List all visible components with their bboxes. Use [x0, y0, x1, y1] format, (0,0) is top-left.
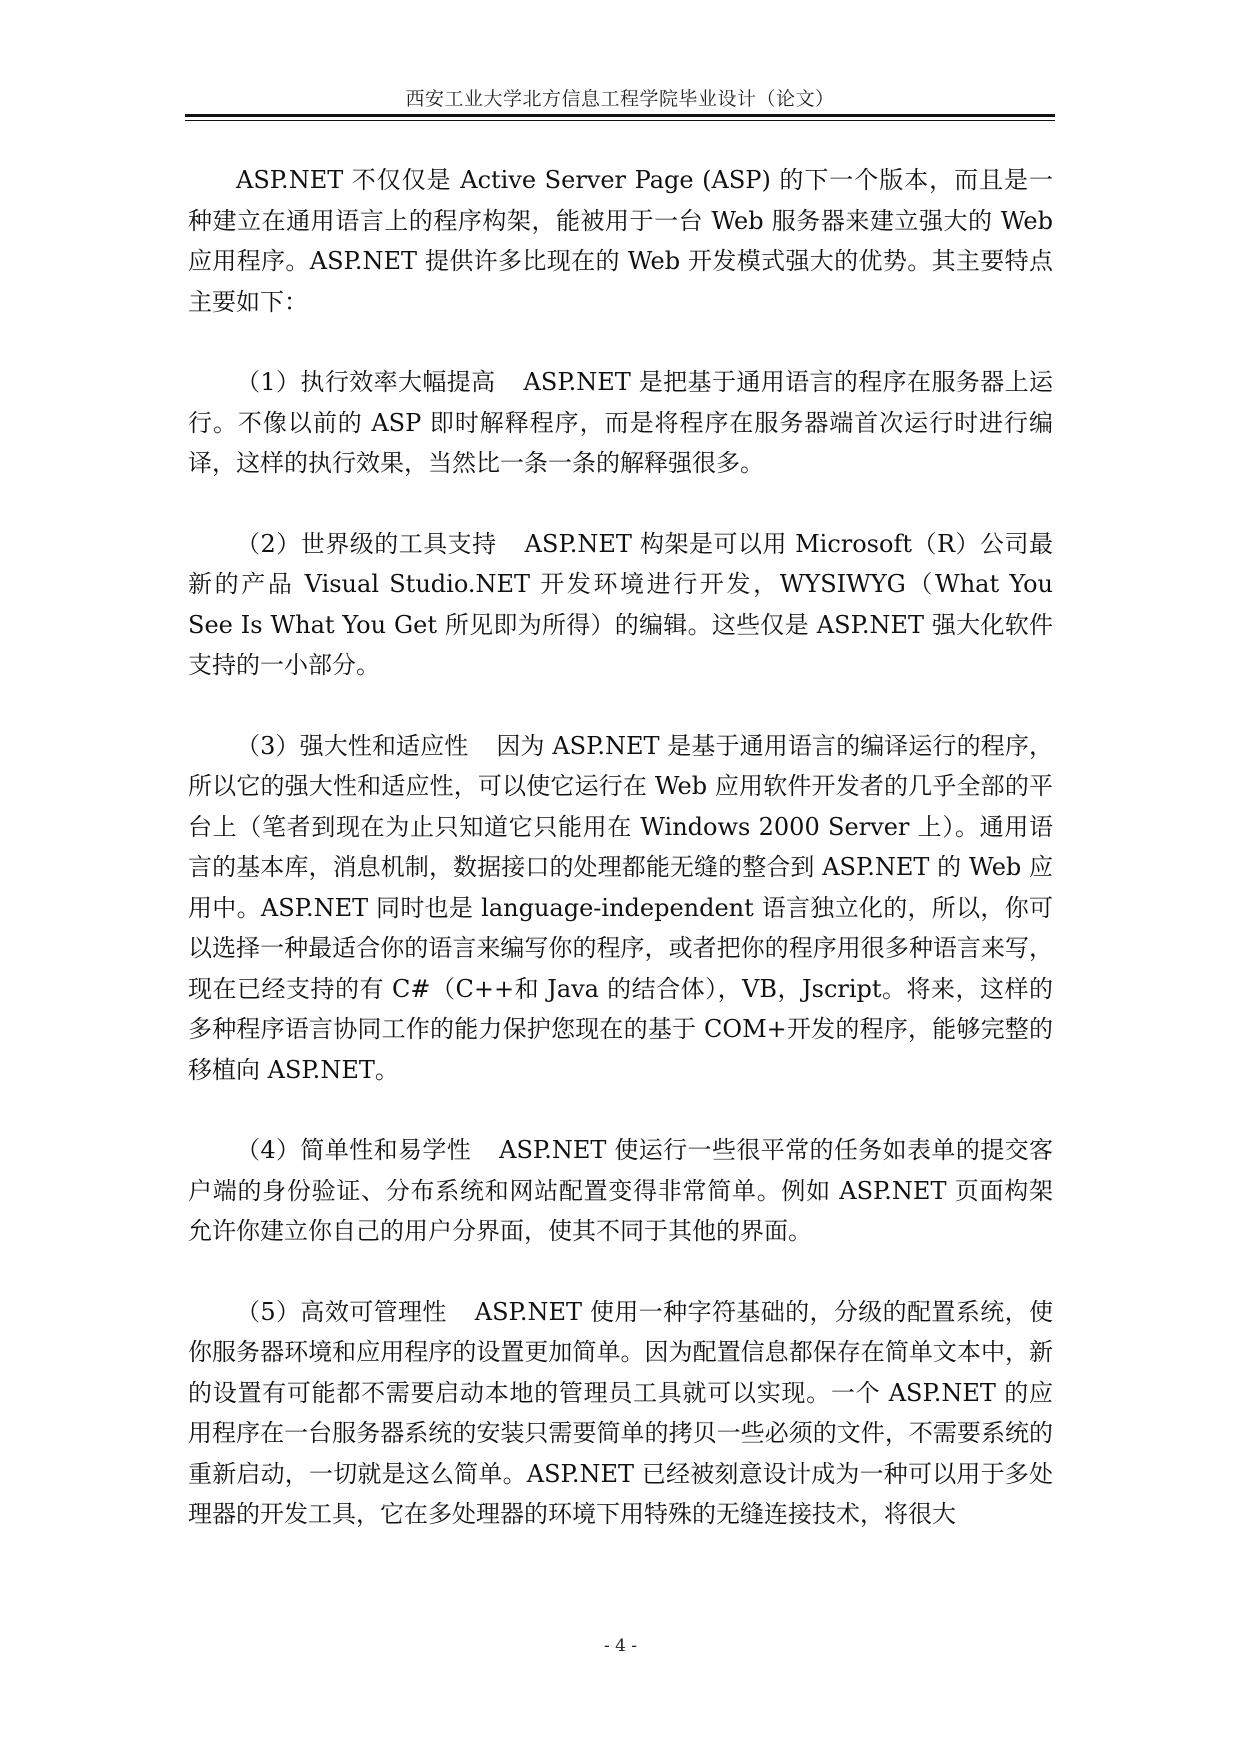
header-rule-thin [185, 120, 1055, 121]
feature-text-4: ASP.NET 使运行一些很平常的任务如表单的提交客户端的身份验证、分布系统和网站配置变得非常简单。例如 ASP.NET 页面构架允许你建立你自己的用户分界面，使其不同于其他的界面。 [188, 1136, 1053, 1245]
feature-paragraph-3 [188, 726, 1053, 1091]
feature-heading-1: （1）执行效率大幅提高 [236, 368, 496, 396]
feature-paragraph-2 [188, 524, 1053, 686]
feature-text-2: ASP.NET 构架是可以用 Microsoft（R）公司最新的产品 Visual Studio.NET 开发环境进行开发，WYSIWYG（What You See Is What You Get 所见即为所得）的编辑。这些仅是 ASP.NET 强大化软件支持的一小部分。 [188, 529, 1053, 679]
header-rule-thick [185, 114, 1055, 117]
feature-heading-2: （2）世界级的工具支持 [236, 529, 497, 558]
feature-heading-4: （4）简单性和易学性 [236, 1136, 472, 1164]
page-header-title: 西安工业大学北方信息工程学院毕业设计（论文） [405, 88, 835, 110]
body-content [188, 160, 1053, 1535]
feature-heading-5: （5）高效可管理性 [236, 1297, 447, 1326]
page-number: - 4 - [603, 1636, 638, 1656]
feature-paragraph-1 [188, 362, 1053, 484]
feature-paragraph-4 [188, 1130, 1053, 1252]
feature-text-3: 因为 ASP.NET 是基于通用语言的编译运行的程序，所以它的强大性和适应性，可以使它运行在 Web 应用软件开发者的几乎全部的平台上（笔者到现在为止只知道它只能用在 Windows 2000 Server 上）。通用语言的基本库，消息机制，数据接口的处理都能无缝的整合到 ASP.NET 的 Web 应用中。ASP.NET 同时也是 language-independent 语言独立化的，所以，你可以选择一种最适合你的语言来编写你的程序，或者把你的程序用很多种语言来写，现在已经支持的有 C#（C++和 Java 的结合体），VB，Jscript。将来，这样的多种程序语言协同工作的能力保护您现在的基于 COM+开发的程序，能够完整的移植向 ASP.NET。 [188, 731, 1053, 1084]
feature-text-1: ASP.NET 是把基于通用语言的程序在服务器上运行。不像以前的 ASP 即时解释程序，而是将程序在服务器端首次运行时进行编译，这样的执行效果，当然比一条一条的解释强很多。 [188, 368, 1053, 477]
feature-paragraph-5 [188, 1292, 1053, 1535]
feature-text-5: ASP.NET 使用一种字符基础的，分级的配置系统，使你服务器环境和应用程序的设置更加简单。因为配置信息都保存在简单文本中，新的设置有可能都不需要启动本地的管理员工具就可以实现。一个 ASP.NET 的应用程序在一台服务器系统的安装只需要简单的拷贝一些必须的文件，不需要系统的重新启动，一切就是这么简单。ASP.NET 已经被刻意设计成为一种可以用于多处理器的开发工具，它在多处理器的环境下用特殊的无缝连接技术，将很大 [188, 1297, 1053, 1528]
intro-paragraph: ASP.NET 不仅仅是 Active Server Page (ASP) 的下一个版本，而且是一种建立在通用语言上的程序构架，能被用于一台 Web 服务器来建立强大的 Web 应用程序。ASP.NET 提供许多比现在的 Web 开发模式强大的优势。其主要特点主要如下： [188, 166, 1053, 316]
feature-heading-3: （3）强大性和适应性 [236, 731, 469, 760]
